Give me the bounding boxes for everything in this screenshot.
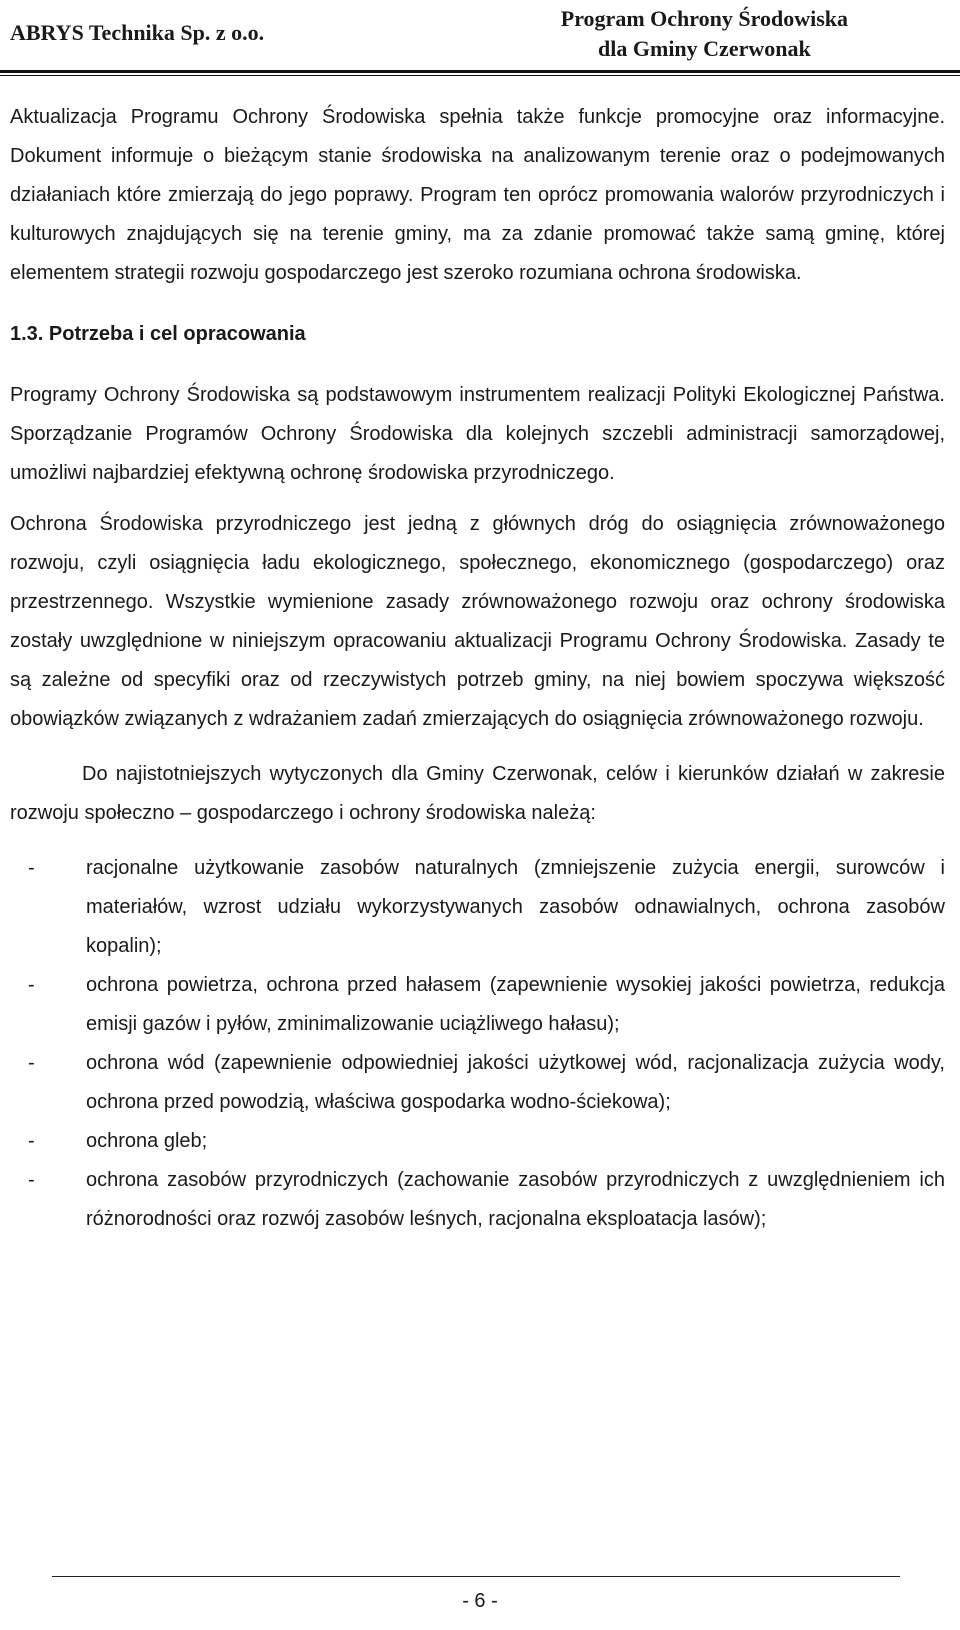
page-number: - 6 - <box>462 1590 498 1612</box>
paragraph-sustainable-development: Ochrona Środowiska przyrodniczego jest jedną z głównych dróg do osiągnięcia zrównoważonego rozwoju, czyli osiągnięcia ładu ekologicznego, społecznego, ekonomicznego (gospodarczego) oraz przestrzennego. Wszystkie wymienione zasady zrównoważonego rozwoju oraz ochrony środowiska zostały uwzględnione w niniejszym opracowaniu aktualizacji Programu Ochrony Środowiska. Zasady te są zależne od specyfiki oraz od rzeczywistych potrzeb gminy, na niej bowiem spoczywa większość obowiązków związanych z wdrażaniem zadań zmierzających do osiągnięcia zrównoważonego rozwoju. <box>10 513 945 730</box>
list-item <box>10 1044 945 1122</box>
program-title-line1: Program Ochrony Środowiska <box>560 6 848 31</box>
list-item-text: ochrona gleb; <box>86 1130 208 1152</box>
paragraph-goals-intro: Do najistotniejszych wytyczonych dla Gminy Czerwonak, celów i kierunków działań w zakresie rozwoju społeczno – gospodarczego i ochrony środowiska należą: <box>10 763 945 824</box>
list-item-text: ochrona zasobów przyrodniczych (zachowanie zasobów przyrodniczych z uwzględnieniem ich różnorodności oraz rozwój zasobów leśnych, racjonalna eksploatacja lasów); <box>86 1169 945 1230</box>
header-divider <box>0 70 960 76</box>
program-title-line2: dla Gminy Czerwonak <box>598 36 811 61</box>
list-dash: - <box>28 974 35 996</box>
list-dash: - <box>28 1052 35 1074</box>
list-dash: - <box>28 857 35 879</box>
list-dash: - <box>28 1169 35 1191</box>
list-item <box>10 1161 945 1239</box>
paragraph-programs: Programy Ochrony Środowiska są podstawowym instrumentem realizacji Polityki Ekologicznej Państwa. Sporządzanie Programów Ochrony Środowiska dla kolejnych szczebli administracji samorządowej, umożliwi najbardziej efektywną ochronę środowiska przyrodniczego. <box>10 384 945 484</box>
paragraph-intro: Aktualizacja Programu Ochrony Środowiska spełnia także funkcje promocyjne oraz informacyjne. Dokument informuje o bieżącym stanie środowiska na analizowanym terenie oraz o podejmowanych działaniach które zmierzają do jego poprawy. Program ten oprócz promowania walorów przyrodniczych i kulturowych znajdujących się na terenie gminy, ma za zdanie promować także samą gminę, której elementem strategii rozwoju gospodarczego jest szeroko rozumiana ochrona środowiska. <box>10 106 945 284</box>
page-header <box>0 0 960 74</box>
list-item-text: ochrona powietrza, ochrona przed hałasem (zapewnienie wysokiej jakości powietrza, redukcja emisji gazów i pyłów, zminimalizowanie uciążliwego hałasu); <box>86 974 945 1035</box>
list-item-text: racjonalne użytkowanie zasobów naturalnych (zmniejszenie zużycia energii, surowców i materiałów, wzrost udziału wykorzystywanych zasobów odnawialnych, ochrona zasobów kopalin); <box>86 857 945 957</box>
company-name: ABRYS Technika Sp. z o.o. <box>10 20 265 45</box>
list-item <box>10 849 945 966</box>
list-item <box>10 966 945 1044</box>
list-item <box>10 1122 945 1161</box>
footer-divider <box>52 1576 900 1577</box>
document-body <box>10 98 945 1239</box>
list-item-text: ochrona wód (zapewnienie odpowiedniej jakości użytkowej wód, racjonalizacja zużycia wody, ochrona przed powodzią, właściwa gospodarka wodno-ściekowa); <box>86 1052 945 1113</box>
section-heading: 1.3. Potrzeba i cel opracowania <box>10 323 306 345</box>
goals-list <box>10 849 945 1239</box>
program-title <box>561 4 848 64</box>
list-dash: - <box>28 1130 35 1152</box>
